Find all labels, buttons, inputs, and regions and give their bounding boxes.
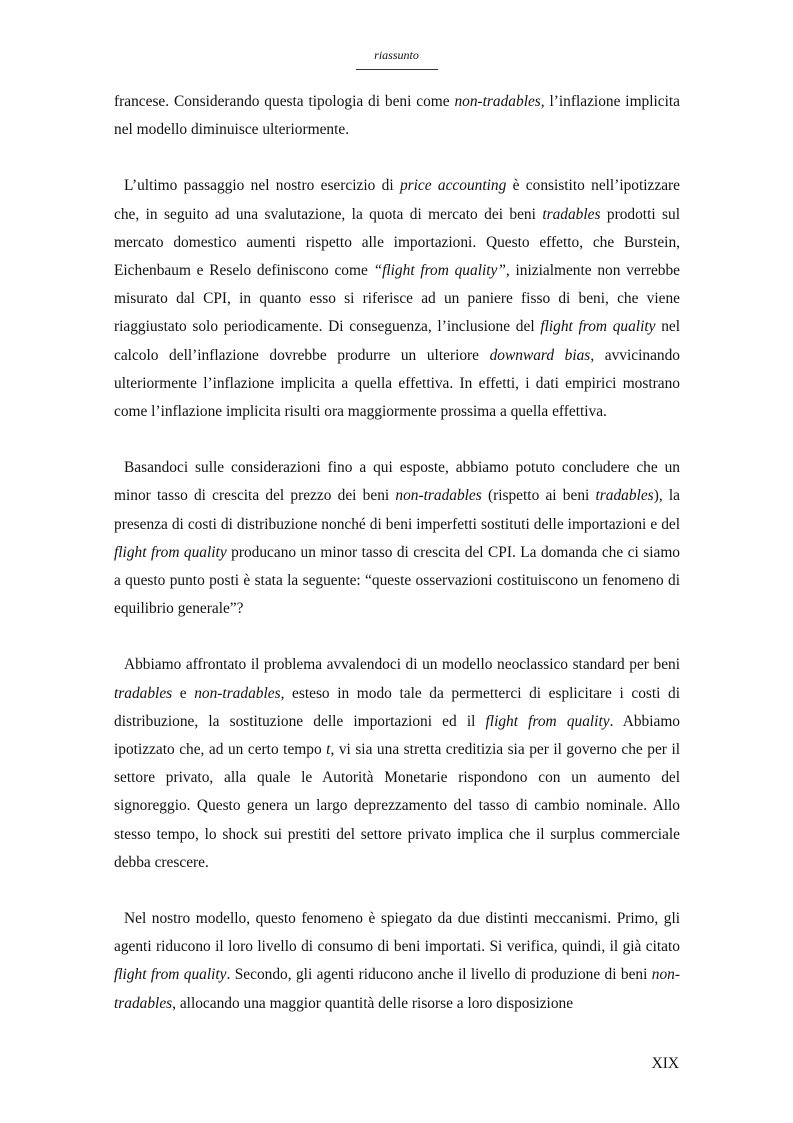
text-run: Nel nostro modello, questo fenomeno è spiegato da due distinti meccanismi. Primo, gli agenti riducono il loro livello di consumo di beni importati. Si verifica, quindi, il già citato xyxy=(114,910,680,956)
text-run: Abbiamo affrontato il problema avvalendoci di un modello neoclassico standard per beni xyxy=(124,656,680,674)
text-run: ), la presenza di costi di distribuzione nonché di beni imperfetti sostituti delle importazioni e del xyxy=(114,487,680,533)
text-run: nel calcolo dell’inflazione dovrebbe produrre un ulteriore xyxy=(114,318,680,364)
italic-term: tradables xyxy=(595,487,654,505)
text-run: prodotti sul mercato domestico aumenti rispetto alle importazioni. Questo effetto, che Burstein, Eichenbaum e Reselo definiscono come xyxy=(114,205,680,280)
page-number: XIX xyxy=(651,1055,679,1072)
italic-term: flight from quality xyxy=(114,543,227,561)
italic-term: non-tradables xyxy=(194,684,281,702)
italic-term: “flight from quality” xyxy=(373,262,506,280)
text-run: , vi sia una stretta creditizia sia per il governo che per il settore privato, alla quale le Autorità Monetarie rispondono con un aumento del signoreggio. Questo genera un largo deprezzamento del tasso di cambio nominale. Allo stesso tempo, lo shock sui prestiti del settore privato implica che il surplus commerciale debba crescere. xyxy=(114,741,680,871)
text-run: L’ultimo passaggio nel nostro esercizio di xyxy=(124,177,400,195)
text-run: , avvicinando ulteriormente l’inflazione implicita a quella effettiva. In effetti, i dati empirici mostrano come l’inflazione implicita risulti ora maggiormente prossima a quella effettiva. xyxy=(114,346,680,421)
text-run: , l’inflazione implicita nel modello diminuisce ulteriormente. xyxy=(114,93,680,139)
paragraph-3 xyxy=(114,454,680,623)
paragraph-gap xyxy=(114,144,680,172)
text-run: , esteso in modo tale da permetterci di esplicitare i costi di distribuzione, la sostituzione delle importazioni ed il xyxy=(114,684,681,730)
italic-term: flight from quality xyxy=(485,712,610,730)
text-run: . Secondo, gli agenti riducono anche il livello di produzione di beni xyxy=(226,966,652,984)
paragraph-gap xyxy=(114,426,680,454)
paragraph-1 xyxy=(114,88,680,144)
italic-term: downward bias xyxy=(489,346,591,364)
text-run: e xyxy=(172,684,195,702)
italic-term: tradables xyxy=(114,684,173,702)
text-run: producano un minor tasso di crescita del CPI. La domanda che ci siamo a questo punto posti è stata la seguente: “queste osservazioni costituiscono un fenomeno di equilibrio generale”? xyxy=(114,543,680,618)
running-header: riassunto xyxy=(374,48,419,62)
italic-term: t xyxy=(326,741,331,759)
italic-term: tradables xyxy=(542,205,601,223)
italic-term: non-tradables xyxy=(454,93,541,110)
text-run: francese. Considerando questa tipologia di beni come xyxy=(114,93,455,110)
text-run: , allocando una maggior quantità delle risorse a loro disposizione xyxy=(172,994,574,1012)
paragraph-gap xyxy=(114,877,680,905)
italic-term: non-tradables xyxy=(114,966,680,1012)
text-run: (rispetto ai beni xyxy=(481,487,596,505)
paragraph-gap xyxy=(114,623,680,651)
text-run: è consistito nell’ipotizzare che, in seguito ad una svalutazione, la quota di mercato dei beni xyxy=(114,177,681,223)
text-run: . Abbiamo ipotizzato che, ad un certo tempo xyxy=(114,712,680,759)
text-run: Basandoci sulle considerazioni fino a qui esposte, abbiamo potuto concludere che un minor tasso di crescita del prezzo dei beni xyxy=(114,459,680,505)
paragraph-4 xyxy=(114,651,680,877)
header-rule xyxy=(356,69,438,70)
italic-term: price accounting xyxy=(399,177,507,195)
italic-term: non-tradables xyxy=(395,487,482,505)
text-run: , inizialmente non verrebbe misurato dal CPI, in quanto esso si riferisce ad un paniere fisso di beni, che viene riaggiustato solo periodicamente. Di conseguenza, l’inclusione del xyxy=(114,262,681,336)
italic-term: flight from quality xyxy=(114,966,227,984)
page-body xyxy=(114,88,680,1018)
paragraph-5 xyxy=(114,905,680,1018)
italic-term: flight from quality xyxy=(540,318,656,336)
paragraph-2 xyxy=(114,172,680,426)
